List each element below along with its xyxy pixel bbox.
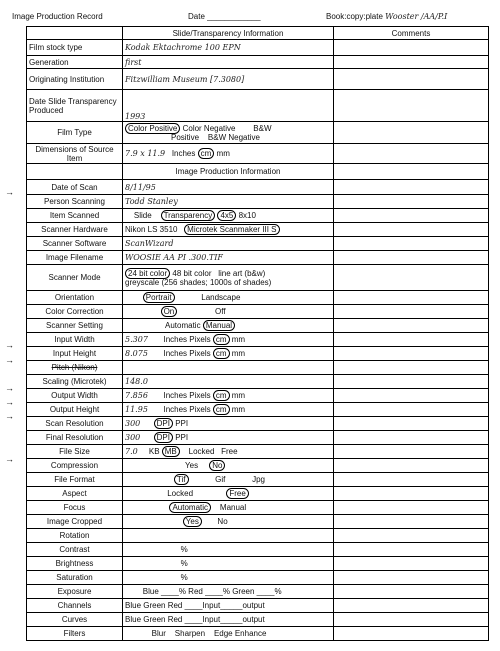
comment-cell bbox=[334, 585, 489, 599]
date-label: Date ____________ bbox=[188, 12, 261, 21]
field-label: Person Scanning bbox=[27, 195, 123, 209]
field-label: Originating Institution bbox=[27, 69, 123, 90]
comment-cell bbox=[334, 599, 489, 613]
section-slide-info: Slide/Transparency Information bbox=[123, 27, 334, 40]
arrow-marker-icon: → bbox=[5, 397, 14, 407]
comment-cell bbox=[334, 389, 489, 403]
file-size-value: 7.0 KB MB Locked Free bbox=[123, 445, 334, 459]
institution-value: Fitzwilliam Museum [7.3080] bbox=[125, 74, 245, 84]
arrow-marker-icon: → bbox=[5, 383, 14, 393]
contrast-percent: % bbox=[180, 545, 188, 554]
focus-options: Automatic Manual bbox=[123, 501, 334, 515]
scanner-mode-options: 24 bit color 48 bit color line art (b&w) greyscale (256 shades; 1000s of shades) bbox=[123, 265, 334, 291]
field-label: Date Slide Transparency Produced bbox=[27, 90, 123, 122]
field-label: Input Width bbox=[27, 333, 123, 347]
orientation-options: Portrait Landscape bbox=[123, 291, 334, 305]
comment-cell bbox=[334, 571, 489, 585]
comment-cell bbox=[334, 473, 489, 487]
scan-resolution-value: 300 DPI PPI bbox=[123, 417, 334, 431]
input-height-value: 8.075 Inches Pixels cm mm bbox=[123, 347, 334, 361]
section-image-info: Image Production Information bbox=[123, 164, 334, 180]
dimensions-value: 7.9 x 11.9 Inches cm mm bbox=[123, 144, 334, 164]
comment-cell bbox=[334, 515, 489, 529]
field-label: Film Type bbox=[27, 122, 123, 144]
comment-cell bbox=[334, 361, 489, 375]
comment-cell bbox=[334, 122, 489, 144]
comment-cell bbox=[334, 319, 489, 333]
generation-value: first bbox=[125, 57, 142, 67]
curves-options: Blue Green Red ____Input_____output bbox=[123, 613, 334, 627]
comment-cell bbox=[334, 543, 489, 557]
comment-cell bbox=[334, 613, 489, 627]
film-type-options: Color Positive Color Negative B&W Positive B&W Negative bbox=[123, 122, 334, 144]
input-width-value: 5.307 Inches Pixels cm mm bbox=[123, 333, 334, 347]
comment-cell bbox=[334, 223, 489, 237]
output-width-value: 7.856 Inches Pixels cm mm bbox=[123, 389, 334, 403]
comment-cell bbox=[334, 237, 489, 251]
field-label: Dimensions of Source Item bbox=[27, 144, 123, 164]
field-label: Output Width bbox=[27, 389, 123, 403]
field-label: Image Cropped bbox=[27, 515, 123, 529]
arrow-marker-icon: → bbox=[5, 355, 14, 365]
field-label: Item Scanned bbox=[27, 209, 123, 223]
field-label: File Format bbox=[27, 473, 123, 487]
comment-cell bbox=[334, 333, 489, 347]
field-label: Scanner Mode bbox=[27, 265, 123, 291]
software-value: ScanWizard bbox=[125, 239, 174, 248]
saturation-percent: % bbox=[180, 573, 188, 582]
field-label: Color Correction bbox=[27, 305, 123, 319]
field-label: Date of Scan bbox=[27, 180, 123, 195]
field-label: Curves bbox=[27, 613, 123, 627]
color-correction-options: On Off bbox=[123, 305, 334, 319]
filename-value: WOOSIE AA PI .300.TIF bbox=[125, 253, 223, 262]
comment-cell bbox=[334, 195, 489, 209]
comment-cell bbox=[334, 501, 489, 515]
comment-cell bbox=[334, 265, 489, 291]
record-title: Image Production Record bbox=[12, 12, 103, 21]
comment-cell bbox=[334, 56, 489, 69]
arrow-marker-icon: → bbox=[5, 340, 14, 350]
scaling-value: 148.0 bbox=[125, 377, 148, 386]
comment-cell bbox=[334, 305, 489, 319]
field-label: Input Height bbox=[27, 347, 123, 361]
output-height-value: 11.95 Inches Pixels cm mm bbox=[123, 403, 334, 417]
field-label: Filters bbox=[27, 627, 123, 641]
field-label: Saturation bbox=[27, 571, 123, 585]
field-label: Aspect bbox=[27, 487, 123, 501]
image-cropped-options: Yes No bbox=[123, 515, 334, 529]
field-label: Exposure bbox=[27, 585, 123, 599]
date-scan-value: 8/11/95 bbox=[125, 182, 156, 192]
field-label: Generation bbox=[27, 56, 123, 69]
comment-cell bbox=[334, 459, 489, 473]
field-label: Film stock type bbox=[27, 40, 123, 56]
hardware-options: Nikon LS 3510 Microtek Scanmaker III S bbox=[123, 223, 334, 237]
field-label: Focus bbox=[27, 501, 123, 515]
field-label: Scanner Hardware bbox=[27, 223, 123, 237]
comment-cell bbox=[334, 40, 489, 56]
field-label: Scanner Setting bbox=[27, 319, 123, 333]
comment-cell bbox=[334, 445, 489, 459]
comment-cell bbox=[334, 403, 489, 417]
field-label: Scanner Software bbox=[27, 237, 123, 251]
field-label: Pitch (Nikon) bbox=[27, 361, 123, 375]
exposure-options: Blue ____% Red ____% Green ____% bbox=[123, 585, 334, 599]
person-value: Todd Stanley bbox=[125, 197, 178, 206]
field-label: File Size bbox=[27, 445, 123, 459]
channels-options: Blue Green Red ____Input_____output bbox=[123, 599, 334, 613]
field-label: Scan Resolution bbox=[27, 417, 123, 431]
final-resolution-value: 300 DPI PPI bbox=[123, 431, 334, 445]
brightness-percent: % bbox=[180, 559, 188, 568]
comment-cell bbox=[334, 529, 489, 543]
comment-cell bbox=[334, 90, 489, 122]
compression-options: Yes No bbox=[123, 459, 334, 473]
comment-cell bbox=[334, 69, 489, 90]
field-label: Scaling (Microtek) bbox=[27, 375, 123, 389]
comment-cell bbox=[334, 557, 489, 571]
comment-cell bbox=[334, 375, 489, 389]
field-label: Output Height bbox=[27, 403, 123, 417]
production-form bbox=[26, 26, 489, 641]
date-produced-value: 1993 bbox=[125, 112, 146, 121]
film-stock-value: Kodak Ektachrome 100 EPN bbox=[125, 43, 241, 52]
field-label: Contrast bbox=[27, 543, 123, 557]
arrow-marker-icon: → bbox=[5, 411, 14, 421]
book-copy-plate: Book:copy:plate Wooster /AA/P.I bbox=[326, 12, 448, 21]
comment-cell bbox=[334, 431, 489, 445]
comment-cell bbox=[334, 347, 489, 361]
field-label: Compression bbox=[27, 459, 123, 473]
comment-cell bbox=[334, 251, 489, 265]
comment-cell bbox=[334, 180, 489, 195]
field-label: Orientation bbox=[27, 291, 123, 305]
comment-cell bbox=[334, 144, 489, 164]
field-label: Image Filename bbox=[27, 251, 123, 265]
comment-cell bbox=[334, 209, 489, 223]
comment-cell bbox=[334, 417, 489, 431]
comment-cell bbox=[334, 627, 489, 641]
field-label: Channels bbox=[27, 599, 123, 613]
file-format-options: Tif Gif Jpg bbox=[123, 473, 334, 487]
section-comments: Comments bbox=[334, 27, 489, 40]
comment-cell bbox=[334, 291, 489, 305]
arrow-marker-icon: → bbox=[5, 454, 14, 464]
filters-options: Blur Sharpen Edge Enhance bbox=[123, 627, 334, 641]
comment-cell bbox=[334, 487, 489, 501]
item-scanned-options: Slide Transparency 4x5 8x10 bbox=[123, 209, 334, 223]
field-label: Rotation bbox=[27, 529, 123, 543]
aspect-options: Locked Free bbox=[123, 487, 334, 501]
field-label: Brightness bbox=[27, 557, 123, 571]
arrow-marker-icon: → bbox=[5, 187, 14, 197]
field-label: Final Resolution bbox=[27, 431, 123, 445]
scanner-setting-options: Automatic Manual bbox=[123, 319, 334, 333]
